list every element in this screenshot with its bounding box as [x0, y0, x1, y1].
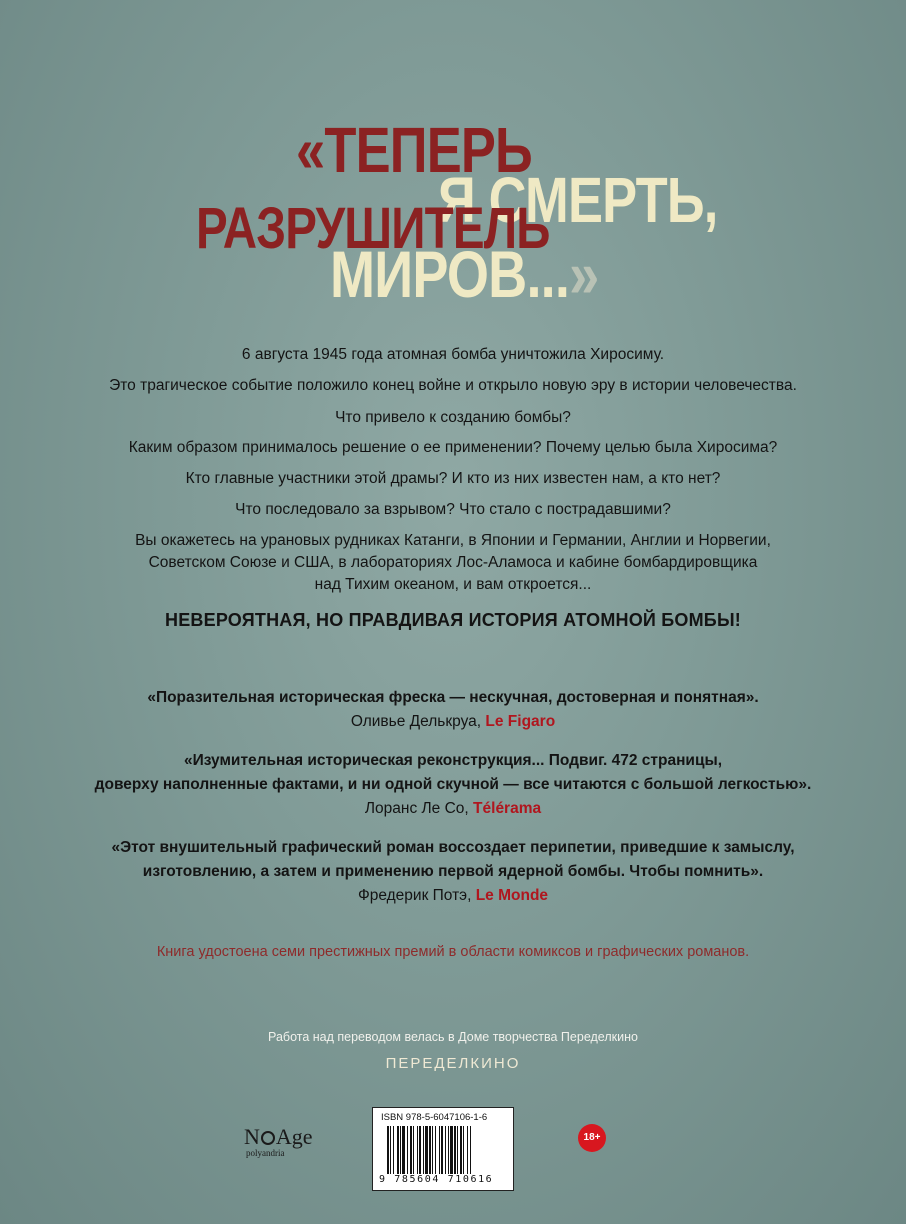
- closing-quote: »: [569, 237, 599, 311]
- body-paragraph-4: Каким образом принималось решение о ее применении? Почему целью была Хиросима?: [128, 439, 778, 456]
- publisher-name: [244, 1126, 344, 1148]
- barcode-bar: [410, 1126, 412, 1174]
- review-1-source: Le Figaro: [485, 713, 556, 730]
- review-3-source: Le Monde: [475, 887, 549, 904]
- barcode-bar: [429, 1126, 431, 1174]
- house-logo: ПЕРЕДЕЛКИНО: [385, 1055, 521, 1072]
- barcode-bar: [423, 1126, 424, 1174]
- publisher-name-left: N: [244, 1124, 260, 1149]
- headline: [0, 0, 906, 310]
- barcode-bar: [441, 1126, 443, 1174]
- age-rating-badge: 18+: [578, 1124, 606, 1152]
- body-long-line-3: над Тихим океаном, и вам откроется...: [314, 576, 592, 593]
- body-paragraph-5: Кто главные участники этой драмы? И кто из них известен нам, а кто нет?: [185, 470, 721, 487]
- barcode-bar: [387, 1126, 389, 1174]
- body-paragraph-2: Это трагическое событие положило конец войне и открыло новую эру в истории человечества.: [109, 377, 797, 394]
- review-3-author: Фредерик Потэ,: [357, 887, 472, 904]
- review-2: [0, 749, 906, 821]
- body-paragraph-3: Что привело к созданию бомбы?: [335, 409, 571, 426]
- barcode-bar: [470, 1126, 471, 1174]
- publisher-logo: [244, 1126, 344, 1158]
- review-2-quote-line-1: «Изумительная историческая реконструкция... Подвиг. 472 страницы,: [183, 752, 723, 769]
- body-paragraph-6: Что последовало за взрывом? Что стало с пострадавшими?: [235, 501, 671, 518]
- barcode-bar: [439, 1126, 440, 1174]
- review-2-source: Télérama: [473, 800, 542, 817]
- barcode-bar: [393, 1126, 394, 1174]
- review-3-quote-line-1: «Этот внушительный графический роман воссоздает перипетии, приведшие к замыслу,: [111, 839, 795, 856]
- review-2-quote-line-2: доверху наполненные фактами, и ни одной скучной — все читаются с большой легкостью».: [94, 776, 812, 793]
- review-1: [0, 686, 906, 734]
- barcode-bar: [402, 1126, 405, 1174]
- body-long-line-1: Вы окажетесь на урановых рудниках Катанги, в Японии и Германии, Англии и Норвегии,: [135, 532, 771, 549]
- barcode-bar: [417, 1126, 418, 1174]
- isbn-label: ISBN 978-5-6047106-1-6: [381, 1112, 488, 1123]
- isbn-barcode: [372, 1107, 514, 1191]
- claim-heading: НЕВЕРОЯТНАЯ, НО ПРАВДИВАЯ ИСТОРИЯ АТОМНОЙ БОМБЫ!: [165, 610, 741, 630]
- headline-line-4-text: МИРОВ...: [330, 237, 570, 311]
- review-3-quote-line-2: изготовлению, а затем и применению первой ядерной бомбы. Чтобы помнить».: [142, 863, 764, 880]
- headline-line-1: «ТЕПЕРЬ: [296, 114, 532, 186]
- review-3-attribution: [0, 884, 906, 908]
- barcode-bar: [460, 1126, 462, 1174]
- barcode-bar: [400, 1126, 401, 1174]
- barcode-bars: [387, 1126, 501, 1176]
- review-3: [0, 836, 906, 908]
- barcode-bar: [419, 1126, 421, 1174]
- barcode-bar: [467, 1126, 468, 1174]
- review-2-attribution: [0, 797, 906, 821]
- headline-line-3: РАЗРУШИТЕЛЬ: [196, 196, 550, 261]
- review-2-author: Лоранс Ле Со,: [364, 800, 469, 817]
- barcode-bar: [413, 1126, 414, 1174]
- review-1-author: Оливье Делькруа,: [350, 713, 482, 730]
- publisher-name-right: Age: [275, 1124, 313, 1149]
- headline-line-4: [330, 236, 598, 312]
- barcode-bar: [407, 1126, 408, 1174]
- review-1-quote: «Поразительная историческая фреска — нескучная, достоверная и понятная».: [147, 689, 759, 706]
- barcode-bar: [457, 1126, 458, 1174]
- body-long-line-2: Советском Союзе и США, в лабораториях Лос-Аламоса и кабине бомбардировщика: [148, 554, 758, 571]
- translation-note: Работа над переводом велась в Доме творчества Переделкино: [268, 1030, 638, 1044]
- barcode-bar: [454, 1126, 456, 1174]
- barcode-bar: [397, 1126, 399, 1174]
- barcode-bar: [445, 1126, 446, 1174]
- barcode-bar: [432, 1126, 433, 1174]
- barcode-bar: [390, 1126, 391, 1174]
- publisher-sub: polyandria: [246, 1148, 285, 1158]
- barcode-digits: 9 785604 710616: [379, 1174, 494, 1185]
- review-1-attribution: [0, 710, 906, 734]
- barcode-bar: [448, 1126, 449, 1174]
- barcode-bar: [435, 1126, 436, 1174]
- publisher-o-mark: [261, 1131, 275, 1145]
- barcode-bar: [425, 1126, 428, 1174]
- awards-note: Книга удостоена семи престижных премий в области комиксов и графических романов.: [156, 944, 750, 960]
- body-paragraph-1: 6 августа 1945 года атомная бомба уничтожила Хиросиму.: [241, 346, 665, 363]
- barcode-bar: [450, 1126, 453, 1174]
- barcode-bar: [463, 1126, 464, 1174]
- headline-line-2: Я СМЕРТЬ,: [438, 164, 718, 236]
